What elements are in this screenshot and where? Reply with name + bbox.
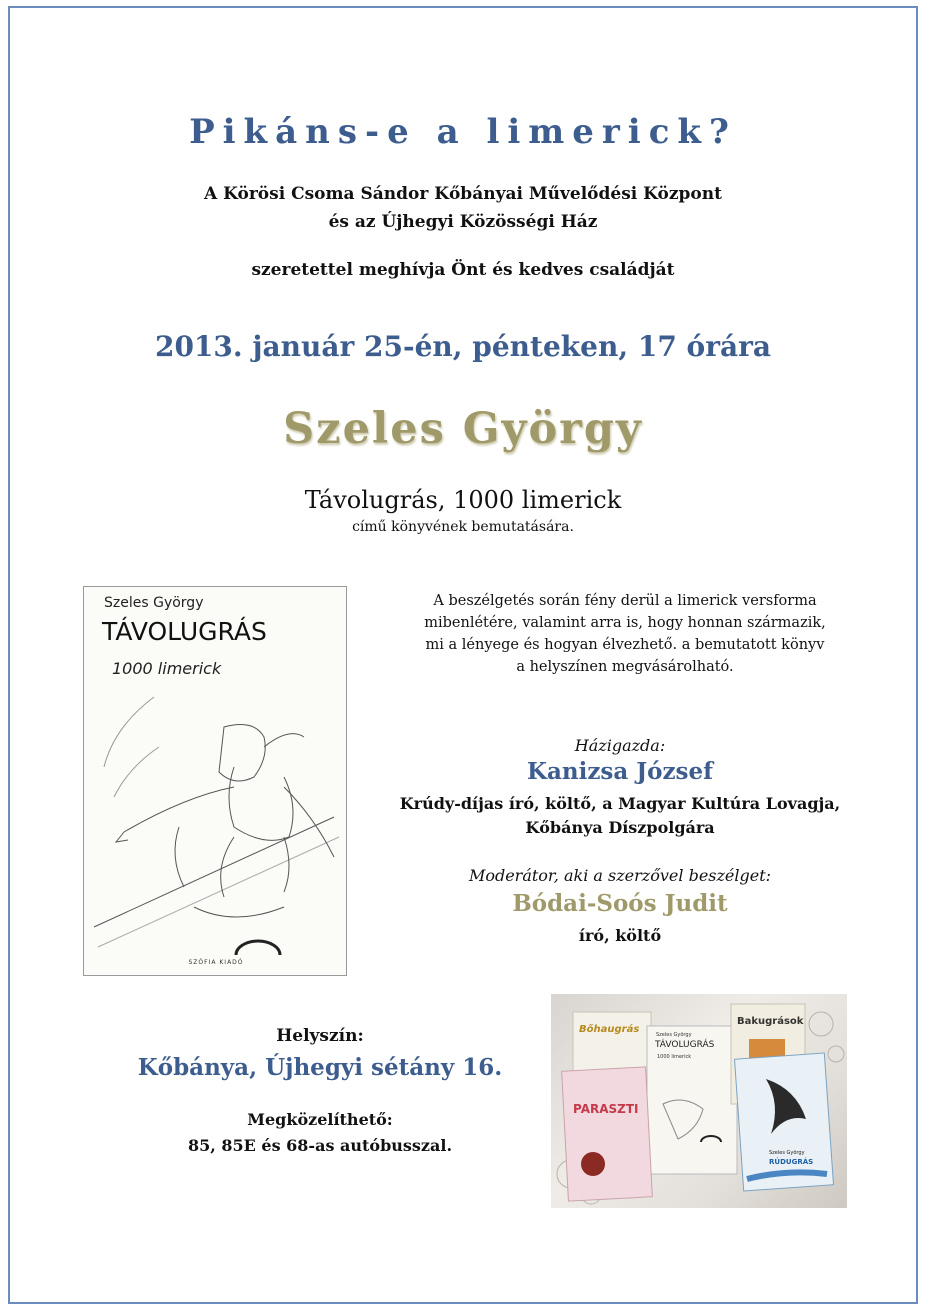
photo-book-label: Szeles György: [769, 1150, 805, 1156]
venue-address: Kőbánya, Újhegyi sétány 16.: [137, 1054, 503, 1081]
venue-label: Helyszín:: [276, 1026, 364, 1046]
book-subtitle: című könyvének bemutatására.: [352, 519, 574, 535]
moderator-name: Bódai-Soós Judit: [512, 890, 728, 917]
description-line: a helyszínen megvásárolható.: [516, 659, 734, 675]
page-title: Pikáns-e a limerick?: [189, 112, 737, 152]
description-line: mi a lényege és hogyan élvezhető. a bemutatott könyv: [425, 637, 825, 653]
photo-book-label: TÁVOLUGRÁS: [655, 1040, 715, 1050]
photo-book-label: Szeles György: [656, 1032, 692, 1038]
photo-book-label: RÚDUGRÁS: [769, 1158, 814, 1166]
access-label: Megközelíthető:: [247, 1110, 393, 1129]
host-name: Kanizsa József: [526, 758, 714, 785]
description-line: A beszélgetés során fény derül a limerick versforma: [433, 593, 817, 609]
cover-title: TÁVOLUGRÁS: [102, 617, 267, 646]
description: [355, 590, 895, 678]
photo-book-label: Bakugrások: [737, 1016, 804, 1027]
author-name: Szeles György: [283, 404, 643, 454]
invitation-text: szeretettel meghívja Önt és kedves családját: [251, 260, 675, 280]
access-info: 85, 85E és 68-as autóbusszal.: [187, 1136, 453, 1155]
cover-publisher: SZÓFIA KIADÓ: [188, 959, 244, 966]
moderator-desc: író, költő: [578, 926, 662, 945]
book-title: Távolugrás, 1000 limerick: [304, 486, 622, 514]
photo-book-label: Bőhaugrás: [579, 1024, 640, 1035]
host-label: Házigazda:: [574, 736, 666, 755]
photo-book-parasztlany-art: [581, 1152, 605, 1176]
jumper-sketch: [84, 587, 347, 976]
organizer-line-1: A Körösi Csoma Sándor Kőbányai Művelődési Központ: [203, 184, 722, 204]
photo-book-parasztlany: [562, 1067, 653, 1201]
host-desc-line-1: Krúdy-díjas író, költő, a Magyar Kultúra Lovagja,: [399, 794, 841, 813]
photo-book-label: 1000 limerick: [657, 1054, 692, 1060]
organizer-line-2: és az Újhegyi Közösségi Ház: [328, 212, 598, 232]
cover-subtitle: 1000 limerick: [112, 659, 222, 678]
photo-book-label: PARASZTI: [573, 1102, 639, 1116]
host-desc-line-2: Kőbánya Díszpolgára: [525, 818, 715, 837]
description-line: mibenlétére, valamint arra is, hogy honnan származik,: [424, 615, 826, 631]
moderator-label: Moderátor, aki a szerzővel beszélget:: [468, 866, 772, 885]
books-photo: [551, 994, 847, 1208]
event-date: 2013. január 25-én, pénteken, 17 órára: [154, 330, 772, 363]
cover-author: Szeles György: [104, 595, 204, 611]
book-cover-image: [83, 586, 347, 976]
